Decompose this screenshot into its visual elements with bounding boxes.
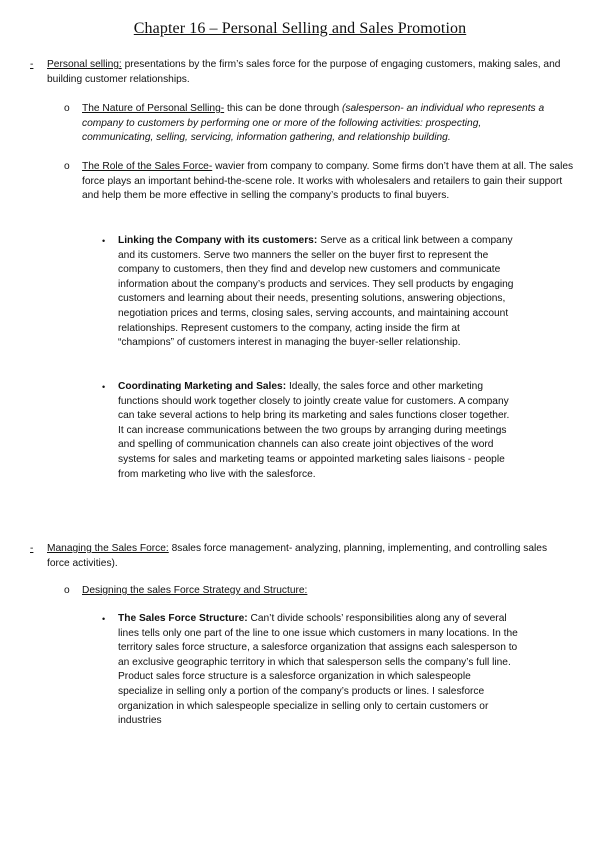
bullet-text: Serve as a critical link between a company and its customers. Serve two manners the seller on the buyer first to represent the company to customers, then they find and develop new customers and communicate information about the company’s products and services. They sell products by engaging customers and learning about their needs, presenting solutions, answering objections, negotiation prices and terms, closing sales, serving accounts, and maintaining account relationships. Represent customers to the company, acting inside the firm at “champions” of customers interest in managing the buyer-seller relationship. <box>118 235 514 349</box>
bullet-text: Ideally, the sales force and other marketing functions should work together closely to jointly create value for customers. A company can take several actions to help bring its marketing and sales functions closer together. It can increase communications between the two groups by arranging during meetings and spelling of communication channels can also create joint objectives of the word systems for sales and marketing teams or appointed marketing sales liaisons - people from marketing who live with the salesforce. <box>118 381 510 480</box>
subsection-heading: The Role of the Sales Force- <box>82 161 213 172</box>
bullet-icon: • <box>102 614 106 624</box>
section-text: 8sales force management- analyzing, planning, implementing, and controlling sales force activities). <box>47 543 548 569</box>
subsection-text: wavier from company to company. Some firms don’t have them at all. The sales force plays an important behind-the-scene role. It works with wholesalers and retailers to gain their support and help them be more effective in selling the company’s products to final buyers. <box>82 161 574 202</box>
section-heading: Personal selling: <box>47 59 122 70</box>
bullet-heading: Coordinating Marketing and Sales: <box>118 381 287 392</box>
bullet-text: Can’t divide schools’ responsibilities along any of several lines tells only one part of the line to one issue which customers in many locations. In the territory sales force structure, a salesforce organization that assigns each salesperson to an exclusive geographic territory in which that salesperson sells the company’s full line. Product sales force structure is a salesforce organization in which salespeople specialize in selling only a portion of the company’s products or lines. I salesforce organization in which salespeople specialize in selling only to certain customers or industries <box>118 613 518 727</box>
subsection-nature-of-personal-selling <box>82 102 554 146</box>
bullet-linking-company <box>118 234 518 351</box>
section-text: presentations by the firm’s sales force for the purpose of engaging customers, making sales, and building customer relationships. <box>47 59 561 85</box>
bullet-icon: • <box>102 382 106 392</box>
section-personal-selling <box>47 58 567 87</box>
bullet-heading: Linking the Company with its customers: <box>118 235 318 246</box>
bullet-heading: The Sales Force Structure: <box>118 613 248 624</box>
bullet-coordinating-marketing <box>118 380 516 482</box>
subsection-heading: Designing the sales Force Strategy and Structure: <box>82 585 308 596</box>
section-managing-sales-force <box>47 542 567 571</box>
section-marker: - <box>30 543 34 554</box>
subsection-marker: o <box>64 585 70 596</box>
bullet-icon: • <box>102 236 106 246</box>
subsection-italic-text: (salesperson- an individual who represents a company to customers by performing one or more of the following activities: prospecting, communicating, selling, servicing, information gathering, and relationship building. <box>82 103 545 144</box>
section-heading: Managing the Sales Force: <box>47 543 169 554</box>
subsection-text: this can be done through <box>224 103 342 114</box>
subsection-designing-strategy <box>82 584 552 599</box>
subsection-heading: The Nature of Personal Selling- <box>82 103 225 114</box>
subsection-marker: o <box>64 103 70 114</box>
subsection-marker: o <box>64 161 70 172</box>
section-marker: - <box>30 59 34 70</box>
bullet-sales-force-structure <box>118 612 518 729</box>
subsection-role-of-sales-force <box>82 160 574 204</box>
page-title: Chapter 16 – Personal Selling and Sales Promotion <box>133 20 467 37</box>
